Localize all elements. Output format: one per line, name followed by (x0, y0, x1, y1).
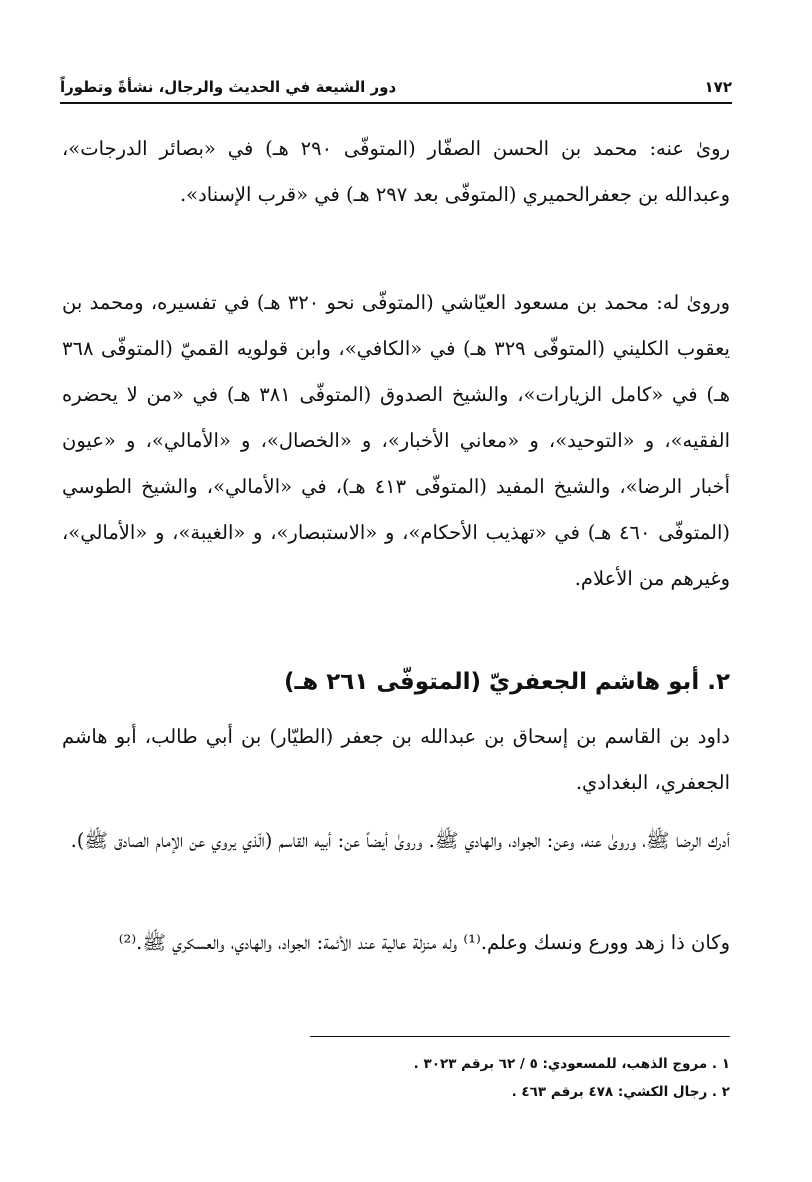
section-heading: ٢. أبو هاشم الجعفريّ (المتوفّى ٢٦١ هـ) (283, 669, 730, 696)
paragraph-narrated-from-him: رویٰ عنه: محمد بن الحسن الصفّار (المتوفّى ٢٩٠ هـ) في «بصائر الدرجات»، وعبدالله بن جعفرالحميري (المتوفّى بعد ٢٩٧ هـ) في «قرب الإسناد». (62, 137, 730, 206)
paragraph-contemporaries: أدرك الرضا ﷺ، وروىٰ عنه، وعن: الجواد، والهادي ﷺ. وروىٰ أيضاً عن: أبيه القاسم (الّذي يروي عن الإمام الصادق ﷺ). (70, 829, 730, 852)
footnotes (62, 1050, 730, 1106)
paragraph-character: وكان ذا زهد وورع ونسك وعلم.⁽¹⁾ وله منزلة عالية عند الأئمة: الجواد، والهادي، والعسكري ﷺ.⁽²⁾ (118, 931, 730, 954)
paragraph-lineage: داود بن القاسم بن إسحاق بن عبدالله بن جعفر (الطيّار) بن أبي طالب، أبو هاشم الجعفري، البغدادي. (62, 725, 730, 794)
running-header (60, 66, 732, 96)
footnote-1: ١ . مروج الذهب، للمسعودي: ٥ / ٦٢ برقم ٣٠٢٣ . (413, 1056, 730, 1072)
footnote-rule (310, 1036, 730, 1037)
page-number: ١٧٢ (704, 78, 732, 96)
header-rule (60, 102, 732, 104)
running-title: دور الشيعة في الحديث والرجال، نشأةً وتطوراً (60, 78, 397, 96)
footnote-2: ٢ . رجال الكشي: ٤٧٨ برقم ٤٦٣ . (511, 1084, 730, 1100)
paragraph-narrated-for-him: ورویٰ له: محمد بن مسعود العيّاشي (المتوفّى نحو ٣٢٠ هـ) في تفسيره، ومحمد بن يعقوب الكليني (المتوفّى ٣٢٩ هـ) في «الكافي»، وابن قولويه القميّ (المتوفّى ٣٦٨ هـ) في «كامل الزيارات»، والشيخ الصدوق (المتوفّى ٣٨١ هـ) في «من لا يحضره الفقيه»، و «التوحيد»، و «معاني الأخبار»، و «الخصال»، و «الأمالي»، و «عيون أخبار الرضا»، والشيخ المفيد (المتوفّى ٤١٣ هـ)، في «الأمالي»، والشيخ الطوسي (المتوفّى ٤٦٠ هـ) في «تهذيب الأحكام»، و «الاستبصار»، و «الغيبة»، و «الأمالي»، وغيرهم من الأعلام. (62, 291, 730, 590)
